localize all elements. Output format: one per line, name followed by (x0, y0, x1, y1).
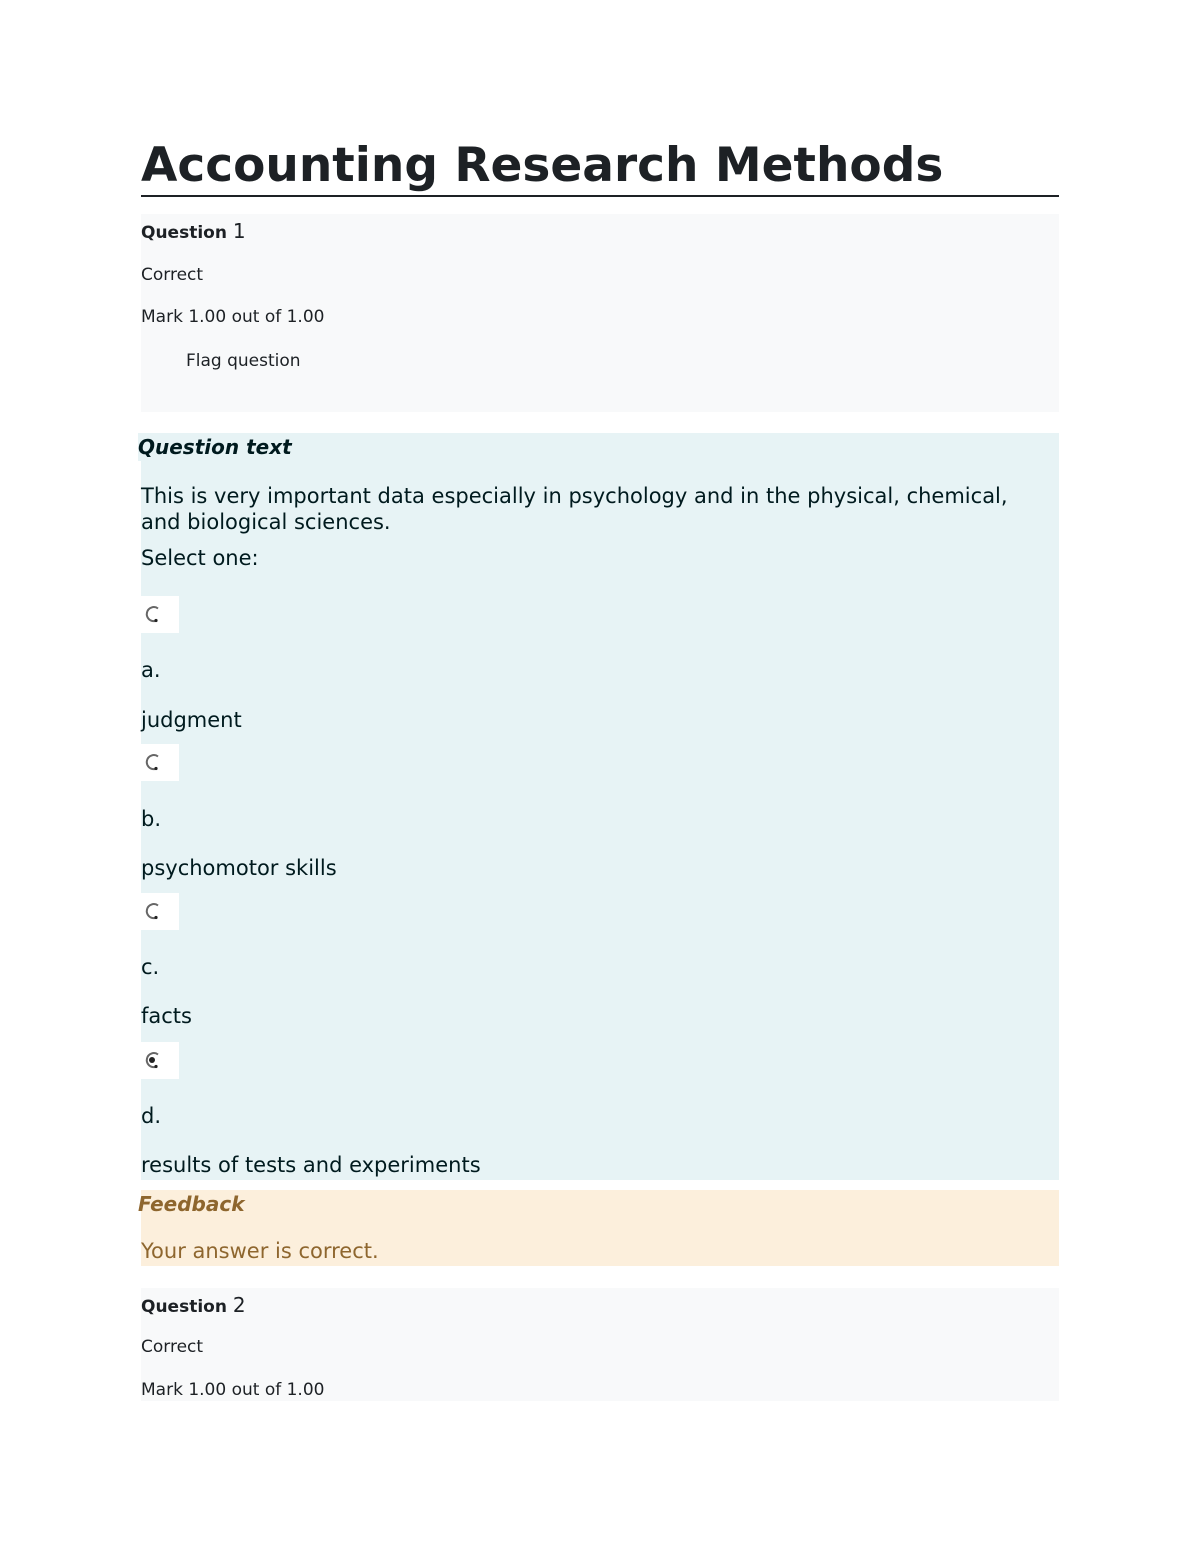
option-c-radio[interactable] (141, 893, 179, 930)
option-b-text: psychomotor skills (141, 856, 337, 880)
option-a-text: judgment (141, 708, 242, 732)
flag-question-button[interactable]: Flag question (186, 351, 301, 371)
radio-icon (143, 752, 163, 772)
option-b-radio[interactable] (141, 744, 179, 781)
radio-icon (143, 604, 163, 624)
question-2-label: Question (141, 1297, 227, 1317)
question-text-label: Question text (138, 433, 1059, 461)
question-2-number: 2 (232, 1293, 246, 1317)
option-c-letter: c. (141, 955, 160, 979)
question-2-info (141, 1288, 1059, 1401)
question-1-heading (141, 219, 246, 243)
question-text-box (138, 433, 1059, 1180)
question-1-mark: Mark 1.00 out of 1.00 (141, 307, 325, 327)
page-title: Accounting Research Methods (141, 137, 1059, 197)
feedback-box (138, 1190, 1059, 1266)
question-2-heading (141, 1293, 246, 1317)
option-c-text: facts (141, 1004, 192, 1028)
question-2-mark: Mark 1.00 out of 1.00 (141, 1380, 325, 1400)
radio-icon (143, 901, 163, 921)
option-a-radio[interactable] (141, 596, 179, 633)
select-one-prompt: Select one: (141, 546, 259, 570)
question-text-body: This is very important data especially in psychology and in the physical, chemical, and biological sciences. (141, 484, 1008, 534)
option-d-letter: d. (141, 1104, 162, 1128)
feedback-text: Your answer is correct. (141, 1239, 379, 1263)
question-2-state: Correct (141, 1337, 204, 1357)
option-b-letter: b. (141, 807, 162, 831)
question-1-state: Correct (141, 265, 204, 285)
option-d-text: results of tests and experiments (141, 1153, 481, 1177)
radio-checked-icon (143, 1050, 163, 1070)
option-d-radio[interactable] (141, 1042, 179, 1079)
question-1-label: Question (141, 223, 227, 243)
feedback-label: Feedback (138, 1192, 245, 1216)
question-1-number: 1 (232, 219, 246, 243)
option-a-letter: a. (141, 658, 161, 682)
question-1-info (141, 214, 1059, 412)
